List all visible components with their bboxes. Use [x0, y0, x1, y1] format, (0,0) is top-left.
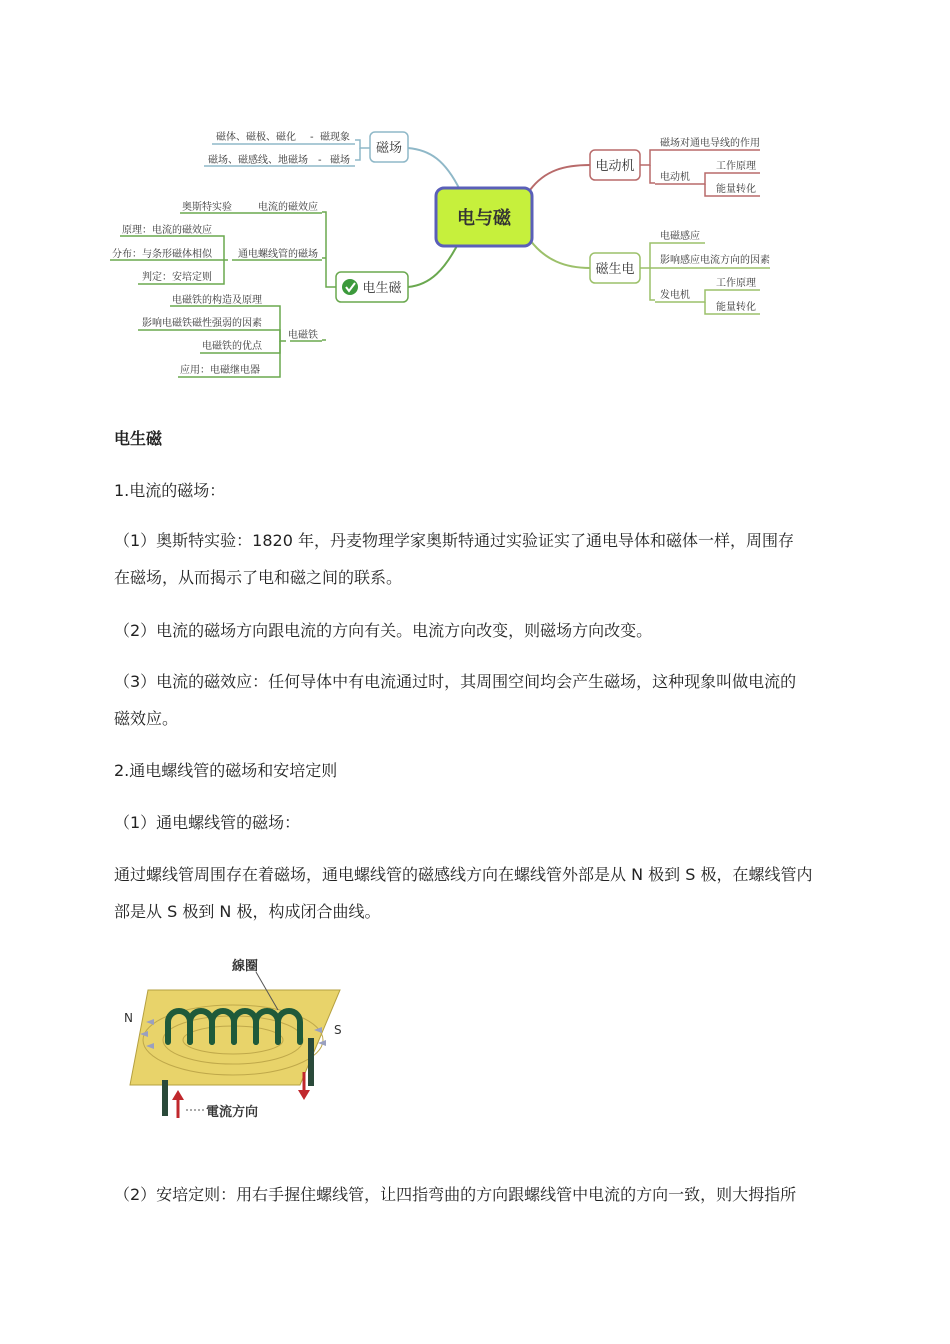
leaf-label: 磁场对通电导线的作用: [660, 138, 760, 149]
leaf-label: 电磁铁的构造及原理: [172, 295, 262, 306]
leaf-label: 磁场: [330, 155, 350, 166]
up-arrow-icon: [172, 1090, 184, 1118]
paragraph-1: （1）奥斯特实验：1820 年，丹麦物理学家奥斯特通过实验证实了通电导体和磁体一样，周围存: [114, 531, 794, 550]
center-node: [436, 188, 532, 246]
leaf-label: 磁现象: [320, 132, 350, 143]
leaf-label: 工作原理: [716, 161, 756, 172]
s-pole-label: S: [334, 1023, 342, 1037]
center-label: 电与磁: [457, 208, 511, 229]
node-cishengdian: [590, 253, 640, 283]
paragraph-3-cont: 磁效应。: [114, 709, 179, 728]
paragraph-1-cont: 在磁场，从而揭示了电和磁之间的联系。: [114, 568, 403, 587]
mind-map: [0, 0, 950, 400]
node-cichang: [370, 132, 408, 162]
leaf-label: 通电螺线管的磁场: [238, 249, 318, 260]
leaf-label: 电磁铁的优点: [202, 341, 262, 352]
leaf-label: 电磁感应: [660, 231, 700, 242]
leaf-label: 电动机: [660, 172, 690, 183]
node-diandongji-label: 电动机: [595, 159, 635, 174]
leaf-label: 原理：电流的磁效应: [122, 225, 212, 236]
solenoid-figure: [118, 950, 358, 1130]
leaf-label: 电磁铁: [288, 330, 318, 341]
node-dianshengci: [336, 272, 408, 302]
link-center-cichang: [408, 148, 460, 190]
node-cishengdian-label: 磁生电: [595, 262, 635, 277]
paragraph-5: 通过螺线管周围存在着磁场，通电螺线管的磁感线方向在螺线管外部是从 N 极到 S 极，在螺线管内: [114, 865, 813, 884]
check-icon: [342, 279, 358, 295]
leaf-label: 判定：安培定则: [142, 272, 212, 283]
leaf-label: 磁场、磁感线、地磁场: [208, 155, 308, 166]
leaf-label: 发电机: [660, 290, 690, 301]
paragraph-5-cont: 部是从 S 极到 N 极，构成闭合曲线。: [114, 902, 381, 921]
leaf-label: 磁体、磁极、磁化: [216, 132, 296, 143]
leaf-label: 电流的磁效应: [258, 202, 318, 213]
node-diandongji: [590, 150, 640, 180]
leaf-label: 能量转化: [716, 302, 756, 313]
section-heading: 电生磁: [114, 429, 163, 448]
leaf-label: 工作原理: [716, 278, 756, 289]
node-cichang-label: 磁场: [375, 141, 403, 156]
link-center-diandongji: [530, 165, 590, 190]
leaf-label: 影响感应电流方向的因素: [660, 255, 770, 266]
svg-text:-: -: [310, 132, 314, 143]
subsection-2: 2.通电螺线管的磁场和安培定则: [114, 761, 338, 780]
n-pole-label: N: [124, 1011, 133, 1025]
node-dianshengci-label: 电生磁: [362, 281, 402, 296]
paragraph-6: （2）安培定则：用右手握住螺线管，让四指弯曲的方向跟螺线管中电流的方向一致，则大拇指所: [114, 1185, 797, 1204]
leaf-label: 应用：电磁继电器: [180, 365, 260, 376]
coil-label: 線圈: [232, 959, 259, 974]
subsection-1: 1.电流的磁场：: [114, 481, 226, 500]
leaf-label: 分布：与条形磁体相似: [112, 249, 212, 260]
leaf-label: 影响电磁铁磁性强弱的因素: [142, 318, 262, 329]
leaf-label: 能量转化: [716, 184, 756, 195]
current-direction-label: 電流方向: [206, 1105, 259, 1120]
leaf-label: 奥斯特实验: [182, 202, 232, 213]
svg-text:-: -: [318, 155, 322, 166]
paragraph-2: （2）电流的磁场方向跟电流的方向有关。电流方向改变，则磁场方向改变。: [114, 621, 653, 640]
paragraph-3: （3）电流的磁效应：任何导体中有电流通过时，其周围空间均会产生磁场，这种现象叫做电流的: [114, 672, 797, 691]
paragraph-4: （1）通电螺线管的磁场：: [114, 813, 301, 832]
link-center-cishengdian: [530, 240, 590, 268]
